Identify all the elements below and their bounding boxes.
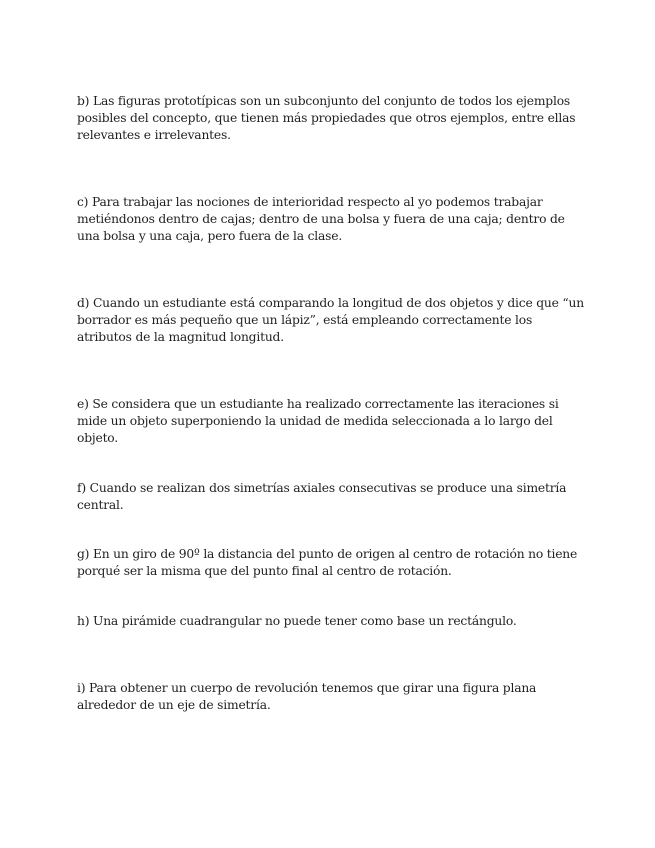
statement-f: f) Cuando se realizan dos simetrías axiales consecutivas se produce una simetría central. — [77, 481, 567, 512]
statement-b: b) Las figuras prototípicas son un subconjunto del conjunto de todos los ejemplos posibles del concepto, que tienen más propiedades que otros ejemplos, entre ellas relevantes e irrelevantes. — [77, 94, 576, 142]
statement-d: d) Cuando un estudiante está comparando la longitud de dos objetos y dice que “un borrador es más pequeño que un lápiz”, está empleando correctamente los atributos de la magnitud longitud. — [77, 296, 584, 344]
statement-h: h) Una pirámide cuadrangular no puede tener como base un rectángulo. — [77, 614, 517, 628]
statement-c: c) Para trabajar las nociones de interioridad respecto al yo podemos trabajar metiéndonos dentro de cajas; dentro de una bolsa y fuera de una caja; dentro de una bolsa y una caja, pero fuera de la clase. — [77, 195, 565, 243]
statement-g: g) En un giro de 90º la distancia del punto de origen al centro de rotación no tiene porqué ser la misma que del punto final al centro de rotación. — [77, 547, 578, 578]
statement-i: i) Para obtener un cuerpo de revolución tenemos que girar una figura plana alrededor de un eje de simetría. — [77, 681, 537, 712]
statement-e: e) Se considera que un estudiante ha realizado correctamente las iteraciones si mide un objeto superponiendo la unidad de medida seleccionada a lo largo del objeto. — [77, 397, 559, 445]
